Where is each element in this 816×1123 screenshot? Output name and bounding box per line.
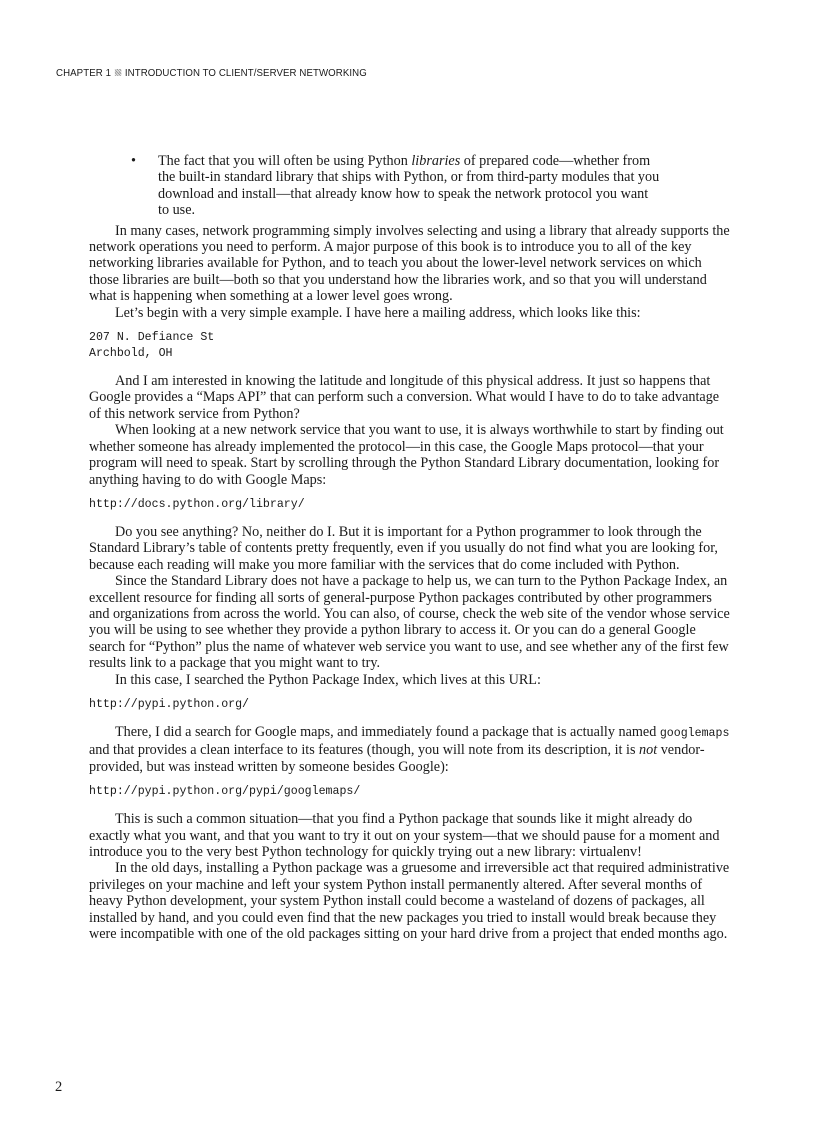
code-line: Archbold, OH	[89, 347, 173, 361]
code-line: 207 N. Defiance St	[89, 331, 215, 345]
chapter-label: CHAPTER 1	[56, 67, 112, 79]
code-block-googlemaps-url	[89, 784, 733, 800]
paragraph: Let’s begin with a very simple example. I have here a mailing address, which looks like this:	[115, 304, 641, 321]
code-line: http://pypi.python.org/pypi/googlemaps/	[89, 785, 361, 799]
page-number: 2	[55, 1079, 63, 1095]
bullet-text-after: of prepared code—whether from the built-in standard library that ships with Python, or from third-party modules that you download and install—that already know how to speak the network protocol you want to use.	[158, 153, 660, 219]
body-text	[89, 153, 733, 942]
paragraph: Do you see anything? No, neither do I. But it is important for a Python programmer to look through the Standard Library’s table of contents pretty frequently, even if you usually do not find what you are looking for, because each reading will make you more familiar with the services that do come included with Python.	[89, 523, 718, 573]
bullet-text-before: The fact that you will often be using Python	[158, 153, 412, 169]
chapter-title: INTRODUCTION TO CLIENT/SERVER NETWORKING	[124, 67, 367, 79]
paragraph	[89, 724, 733, 775]
paragraph-emphasis: not	[639, 742, 658, 759]
paragraph-text: There, I did a search for Google maps, and immediately found a package that is actually named	[115, 723, 660, 740]
paragraph: In this case, I searched the Python Package Index, which lives at this URL:	[115, 671, 541, 688]
code-line: http://docs.python.org/library/	[89, 497, 305, 511]
inline-code: googlemaps	[659, 726, 730, 740]
paragraph-text: vendor-provided, but was instead written by someone besides Google):	[89, 742, 705, 775]
code-block-pypi-url	[89, 697, 733, 713]
bullet-emphasis: libraries	[411, 153, 461, 169]
paragraph: Since the Standard Library does not have a package to help us, we can turn to the Python Package Index, an excellent resource for finding all sorts of general-purpose Python packages contributed by other programmers and organizations from across the world. You can also, of course, check the web site of the vendor whose service you will be using to see whether they provide a python library to access it. Or you can do a general Google search for “Python” plus the name of whatever web service you want to use, and see whether any of the first few results link to a package that you might want to try.	[89, 573, 730, 672]
paragraph: In the old days, installing a Python package was a gruesome and irreversible act that required administrative privileges on your machine and left your system Python install permanently altered. After several months of heavy Python development, your system Python install could become a wasteland of dozens of packages, all installed by hand, and you could even find that the new packages you tried to install would break because they were incompatible with one of the old packages sitting on your hard drive from a project that ended months ago.	[89, 860, 730, 943]
running-header	[56, 67, 367, 79]
paragraph-text: and that provides a clean interface to its features (though, you will note from its description, it is	[89, 742, 640, 759]
code-line: http://pypi.python.org/	[89, 697, 250, 711]
paragraph: In many cases, network programming simply involves selecting and using a library that already supports the network operations you need to perform. A major purpose of this book is to introduce you to all of the key networking libraries available for Python, and to teach you about the lower-level network services on which those libraries are built—both so that you understand how the libraries work, and so that you will understand what is happening when something at a lower level goes wrong.	[89, 222, 730, 305]
paragraph: And I am interested in knowing the latitude and longitude of this physical address. It just so happens that Google provides a “Maps API” that can perform such a conversion. What would I have to do to take advantage of this network service from Python?	[89, 373, 720, 422]
bullet-item	[89, 153, 662, 219]
code-block-stdlib-url	[89, 497, 733, 513]
paragraph: When looking at a new network service that you want to use, it is always worthwhile to start by finding out whether someone has already implemented the protocol—in this case, the Google Maps protocol—that your program will need to speak. Start by scrolling through the Python Standard Library documentation, looking for anything having to do with Google Maps:	[89, 422, 724, 488]
paragraph: This is such a common situation—that you find a Python package that sounds like it might already do exactly what you want, and that you want to try it out on your system—that we should pause for a moment and introduce you to the very best Python technology for quickly trying out a new library: virtualenv!	[89, 811, 720, 860]
header-separator-icon	[115, 69, 121, 76]
bullet-dot-icon: •	[131, 153, 136, 169]
code-block-address	[89, 330, 733, 362]
